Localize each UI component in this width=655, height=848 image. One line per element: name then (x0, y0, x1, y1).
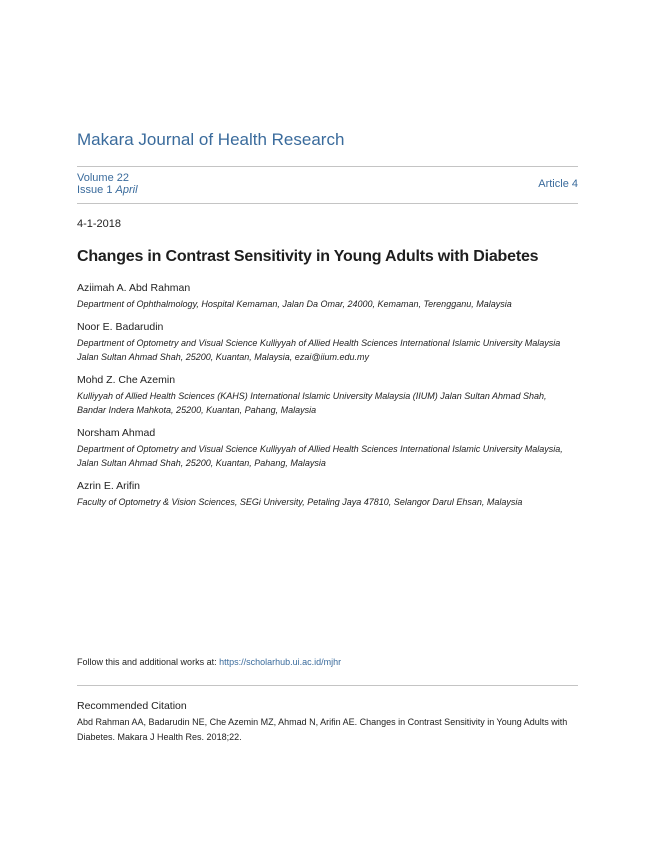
journal-title[interactable]: Makara Journal of Health Research (77, 130, 345, 149)
issue-number: Issue 1 (77, 184, 113, 196)
publication-date: 4-1-2018 (77, 218, 122, 230)
header-divider-bottom (77, 203, 578, 204)
author-name[interactable]: Noor E. Badarudin (77, 321, 164, 333)
author-affiliation: Kulliyyah of Allied Health Sciences (KAHS) International Islamic University Malaysia (IIUM) Jalan Sultan Ahmad Shah, Bandar Indera Mahkota, 25200, Kuantan, Pahang, Malaysia (77, 391, 547, 415)
article-title: Changes in Contrast Sensitivity in Young Adults with Diabetes (77, 248, 539, 265)
author-name[interactable]: Azrin E. Arifin (77, 480, 141, 492)
cover-page (77, 0, 578, 848)
author-entry (77, 374, 578, 417)
volume-issue-block (77, 172, 138, 196)
citation-heading: Recommended Citation (77, 700, 187, 712)
repository-link[interactable]: https://scholarhub.ui.ac.id/mjhr (219, 657, 342, 667)
citation-divider (77, 685, 578, 686)
header-divider-top (77, 166, 578, 167)
author-entry (77, 480, 578, 509)
author-affiliation: Department of Optometry and Visual Science Kulliyyah of Allied Health Sciences International Islamic University Malaysia, Jalan Sultan Ahmad Shah, 25200, Kuantan, Pahang, Malaysia (77, 444, 563, 468)
issue-link[interactable] (77, 184, 138, 196)
author-name[interactable]: Mohd Z. Che Azemin (77, 374, 176, 386)
author-affiliation: Faculty of Optometry & Vision Sciences, SEGi University, Petaling Jaya 47810, Selangor Darul Ehsan, Malaysia (77, 497, 523, 507)
author-entry (77, 282, 578, 311)
article-number-link[interactable]: Article 4 (538, 178, 578, 190)
citation-text: Abd Rahman AA, Badarudin NE, Che Azemin MZ, Ahmad N, Arifin AE. Changes in Contrast Sensitivity in Young Adults with Diabetes. Makara J Health Res. 2018;22. (77, 717, 568, 742)
author-affiliation: Department of Ophthalmology, Hospital Kemaman, Jalan Da Omar, 24000, Kemaman, Terengganu, Malaysia (77, 299, 512, 309)
author-entry (77, 321, 578, 364)
issue-month: April (115, 184, 138, 196)
author-list (77, 282, 578, 519)
follow-text: Follow this and additional works at: (77, 657, 217, 667)
volume-link[interactable]: Volume 22 (77, 172, 129, 184)
author-affiliation: Department of Optometry and Visual Science Kulliyyah of Allied Health Sciences International Islamic University Malaysia Jalan Sultan Ahmad Shah, 25200, Kuantan, Malaysia, ezai@iium.edu.my (77, 338, 561, 362)
author-entry (77, 427, 578, 470)
follow-line (77, 657, 341, 667)
author-name[interactable]: Aziimah A. Abd Rahman (77, 282, 191, 294)
author-name[interactable]: Norsham Ahmad (77, 427, 156, 439)
